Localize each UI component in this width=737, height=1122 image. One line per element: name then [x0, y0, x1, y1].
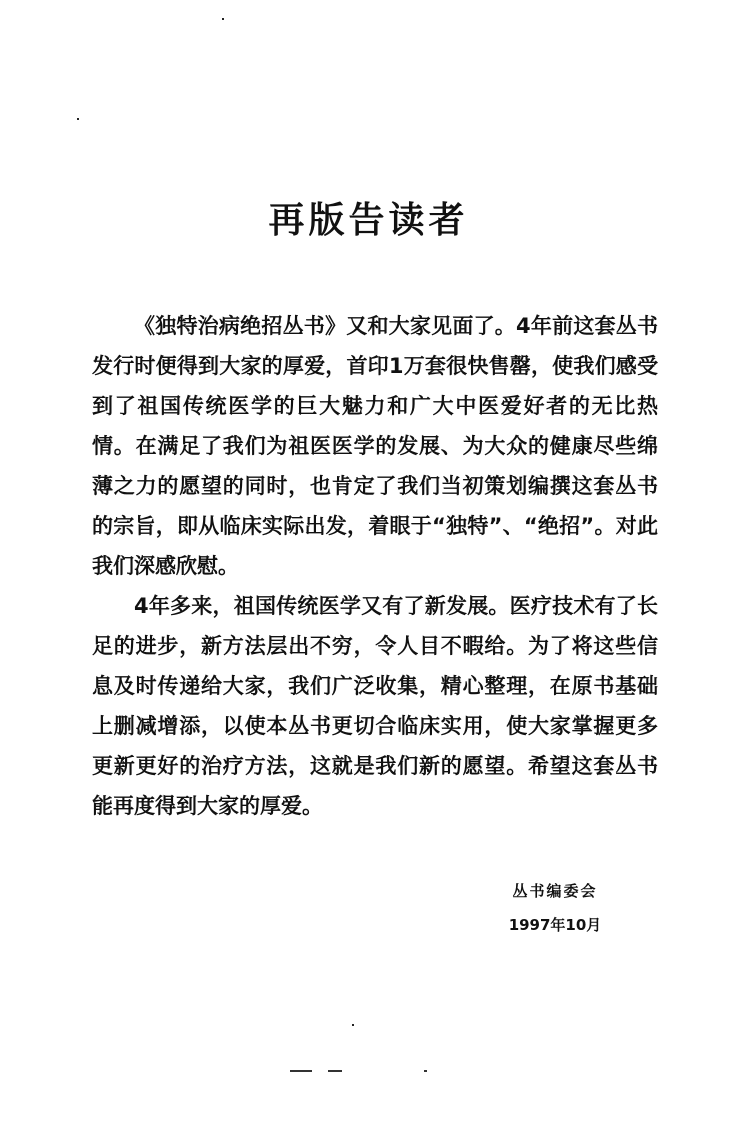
scan-speck: [222, 18, 224, 20]
footer-mark: [328, 1070, 342, 1072]
paragraph: 《独特治病绝招丛书》又和大家见面了。4年前这套丛书发行时便得到大家的厚爱，首印1万套很快售罄，使我们感受到了祖国传统医学的巨大魅力和广大中医爱好者的无比热情。在满足了我们为祖医医学的发展、为大众的健康尽些绵薄之力的愿望的同时，也肯定了我们当初策划编撰这套丛书的宗旨，即从临床实际出发，着眼于“独特”、“绝招”。对此我们深感欣慰。: [92, 314, 658, 578]
signature-date: 1997年10月: [508, 916, 602, 934]
footer-mark: [424, 1070, 427, 1072]
scan-speck: [77, 118, 79, 120]
footer-mark: [290, 1070, 312, 1072]
paragraph: 4年多来，祖国传统医学又有了新发展。医疗技术有了长足的进步，新方法层出不穷，令人目不暇给。为了将这些信息及时传递给大家，我们广泛收集，精心整理，在原书基础上删减增添，以使本丛书更切合临床实用，使大家掌握更多更新更好的治疗方法，这就是我们新的愿望。希望这套丛书能再度得到大家的厚爱。: [92, 594, 658, 818]
body-text: [92, 306, 658, 826]
page-title: 再版告读者: [268, 199, 469, 242]
scan-speck: [352, 1024, 354, 1026]
signature-editor: 丛书编委会: [512, 882, 598, 900]
